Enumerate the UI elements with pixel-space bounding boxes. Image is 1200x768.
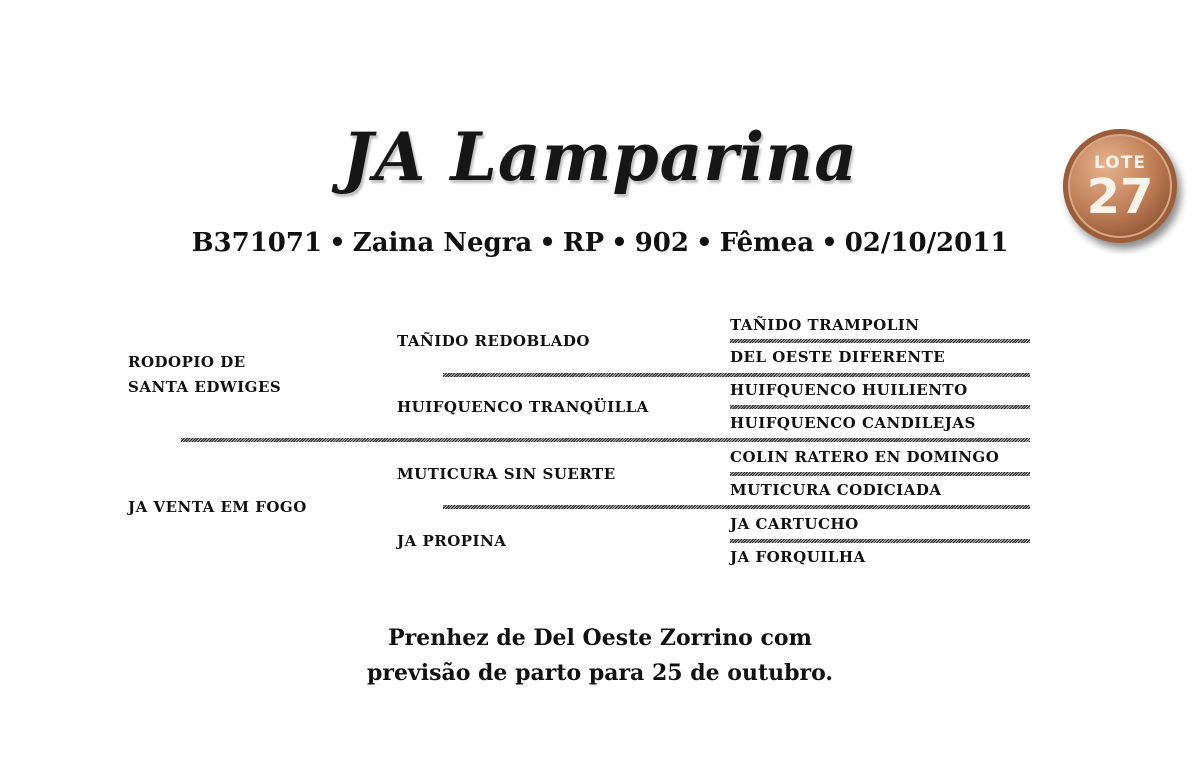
dam-dam-name: JA PROPINA <box>397 532 507 550</box>
pregnancy-note-line1: Prenhez de Del Oeste Zorrino com <box>388 625 812 651</box>
lot-number: 27 <box>1086 169 1154 225</box>
sex: Fêmea <box>719 228 815 258</box>
dam-name: JA VENTA EM FOGO <box>128 498 307 516</box>
sire-name-line1: RODOPIO DE <box>128 353 246 371</box>
ggp-name: TAÑIDO TRAMPOLIN <box>730 316 920 334</box>
ggp-name: COLIN RATERO EN DOMINGO <box>730 448 1000 466</box>
pedigree-line <box>730 539 1030 543</box>
rp-number: 902 <box>634 228 689 258</box>
ggp-name: MUTICURA CODICIADA <box>730 481 942 499</box>
lot-badge <box>1063 129 1177 243</box>
pedigree-line <box>730 405 1030 409</box>
dam-sire-name: MUTICURA SIN SUERTE <box>397 465 616 483</box>
birth-date: 02/10/2011 <box>844 228 1009 258</box>
separator: • <box>539 228 556 258</box>
pedigree-line <box>443 373 1030 377</box>
ggp-name: HUIFQUENCO HUILIENTO <box>730 381 968 399</box>
pregnancy-note-line2: previsão de parto para 25 de outubro. <box>366 660 834 686</box>
separator: • <box>611 228 628 258</box>
registration-number: B371071 <box>191 228 323 258</box>
ggp-name: DEL OESTE DIFERENTE <box>730 348 946 366</box>
animal-info-line <box>0 228 1200 258</box>
lot-label: LOTE <box>1094 153 1146 173</box>
ggp-name: JA CARTUCHO <box>730 515 859 533</box>
animal-name-title: JA Lamparina <box>342 118 858 196</box>
pedigree-line <box>443 505 1030 509</box>
sire-sire-name: TAÑIDO REDOBLADO <box>397 332 590 350</box>
ggp-name: JA FORQUILHA <box>730 548 866 566</box>
separator: • <box>821 228 838 258</box>
separator: • <box>329 228 346 258</box>
pedigree-line <box>730 472 1030 476</box>
rp-label: RP <box>562 228 605 258</box>
sire-dam-name: HUIFQUENCO TRANQÜILLA <box>397 398 649 416</box>
coat-color: Zaina Negra <box>352 228 533 258</box>
separator: • <box>695 228 713 258</box>
pedigree-line <box>181 438 1030 442</box>
pedigree-line <box>730 339 1030 343</box>
ggp-name: HUIFQUENCO CANDILEJAS <box>730 414 976 432</box>
sire-name-line2: SANTA EDWIGES <box>128 378 282 396</box>
